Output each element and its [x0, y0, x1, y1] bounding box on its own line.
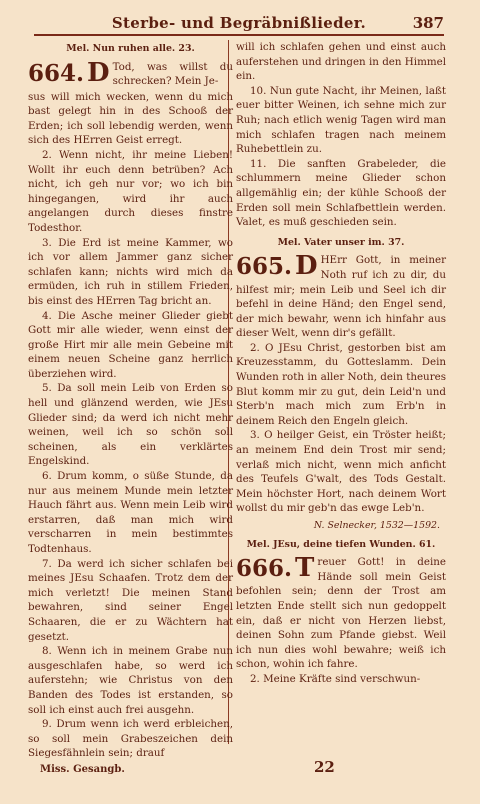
verse-opening: HErr Gott, in meiner Noth ruf ich zu dir, du hilfest mir; mein Leib und Seel ich dir befehl in deine Händ; den Engel send, der mich bewahr, wenn ich hinfahr aus dieser Welt, wenn dir's gefällt.	[236, 254, 446, 340]
hymn-number: 664.	[28, 59, 85, 87]
verse: 2. Wenn nicht, ihr meine Lieben! Wollt ihr euch denn betrüben? Ach nicht, ich geh nur vor; wo ich bin hingegangen, wird ihr auch angelangen durch dieses finstre Todesthor.	[28, 148, 233, 234]
drop-initial: T	[295, 553, 315, 584]
left-column	[28, 40, 233, 761]
verse: 3. Die Erd ist meine Kammer, wo ich vor allem Jammer ganz sicher schlafen kann; nichts wird mich da ermüden, ich ruh in stillem Frieden, bis einst des HErren Tag bricht an.	[28, 236, 233, 307]
hymn-number: 666.	[236, 555, 293, 583]
verse: 2. O JEsu Christ, gestorben bist am Kreuzesstamm, du Gotteslamm. Dein Wunden roth in aller Noth, dein theures Blut komm mir zu gut, dein Leid'n und Sterb'n mach mich zum Erb'n in deinem Reich den Engeln gleich.	[236, 341, 446, 427]
running-title: Sterbe- und Begräbnißlieder.	[111, 14, 367, 32]
verse: 4. Die Asche meiner Glieder giebt Gott mir alle wieder, wenn einst der große Hirt mir alle mein Gebeine mit einem neuen Scheine ganz herrlich überziehen wird.	[28, 309, 233, 380]
hymn-665	[236, 253, 446, 533]
verse: 5. Da soll mein Leib von Erden so hell und glänzend werden, wie JEsu Glieder sind; da werd ich nicht mehr weinen, weil ich so schön soll scheinen, als ein verklärtes Engelskind.	[28, 382, 233, 468]
verse: 8. Wenn ich in meinem Grabe nun ausgeschlafen habe, so werd ich auferstehn; wie Christus von den Banden des Todes ist erstanden, so soll ich einst auch frei ausgehn.	[28, 645, 233, 716]
drop-initial: D	[87, 57, 110, 88]
page-number: 387	[412, 14, 444, 32]
verse: 6. Drum komm, o süße Stunde, da nur aus meinem Munde mein letzter Hauch fährt aus. Wenn mein Leib wird erstarren, daß man mich wird verscharren in mein bestimmtes Todtenhaus.	[28, 470, 233, 555]
verse: 10. Nun gute Nacht, ihr Meinen, laßt euer bitter Weinen, ich sehne mich zur Ruh; nach etlich wenig Tagen wird man mich schlafen tragen nach meinem Ruhebettlein zu.	[236, 84, 446, 156]
verse-opening: Tod, was willst du schrecken? Mein Je-	[112, 60, 233, 88]
verse: sus will mich wecken, wenn du mich bast gelegt hin in des Schooß der Erden; ich soll lebendig werden, wenn sich des HErren Geist erregt.	[28, 90, 233, 147]
verse: 9. Drum wenn ich werd erbleichen, so soll mein Grabeszeichen dein Siegesfähnlein sein; drauf	[28, 718, 233, 760]
verse: 11. Die sanften Grabeleder, die schlummern meine Glieder schon allgemählig ein; der kühle Schooß der Erden soll mein Schlafbettlein werden. Valet, es muß geschieden sein.	[236, 157, 446, 229]
melody-line: Mel. JEsu, deine tiefen Wunden. 61.	[246, 538, 436, 550]
hymn-666	[236, 555, 446, 686]
verse: 3. O heilger Geist, ein Tröster heißt; an meinem End dein Trost mir send; verlaß mich nicht, wenn mich anficht des Teufels G'walt, des Tods Gestalt. Mein höchster Hort, nach deinem Wort wollst du mir geb'n das ewge Leb'n.	[236, 429, 446, 515]
drop-initial: D	[295, 251, 318, 282]
melody-line: Mel. Vater unser im. 37.	[277, 236, 405, 248]
signature-mark: 22	[314, 758, 335, 776]
verse: 2. Meine Kräfte sind verschwun-	[250, 672, 421, 685]
melody-line: Mel. Nun ruhen alle. 23.	[66, 43, 195, 54]
verse-opening: reuer Gott! in deine Hände soll mein Geist befohlen sein; denn der Trost am letzten Ende stellt sich nun gedoppelt ein, daß er nicht von Herzen liebst, deinen Sohn zum Pfande giebst. Weil ich nun dies wohl bewahre; weiß ich schon, wohin ich fahre.	[236, 556, 446, 671]
verse: will ich schlafen gehen und einst auch auferstehen und dringen in den Himmel ein.	[236, 41, 446, 83]
right-column	[236, 40, 446, 687]
page-header	[34, 12, 444, 36]
verse: 7. Da werd ich sicher schlafen bei meines JEsu Schaafen. Trotz dem der mich verletzt! Die meinen Stand bewahren, sind seiner Engel Schaaren, die er zu Wächtern hat gesetzt.	[28, 557, 233, 643]
footer-book-title: Miss. Gesangb.	[40, 764, 125, 775]
hymn-number: 665.	[236, 253, 293, 281]
hymn-author: N. Selnecker, 1532—1592.	[313, 520, 440, 531]
hymn-664	[28, 57, 233, 761]
